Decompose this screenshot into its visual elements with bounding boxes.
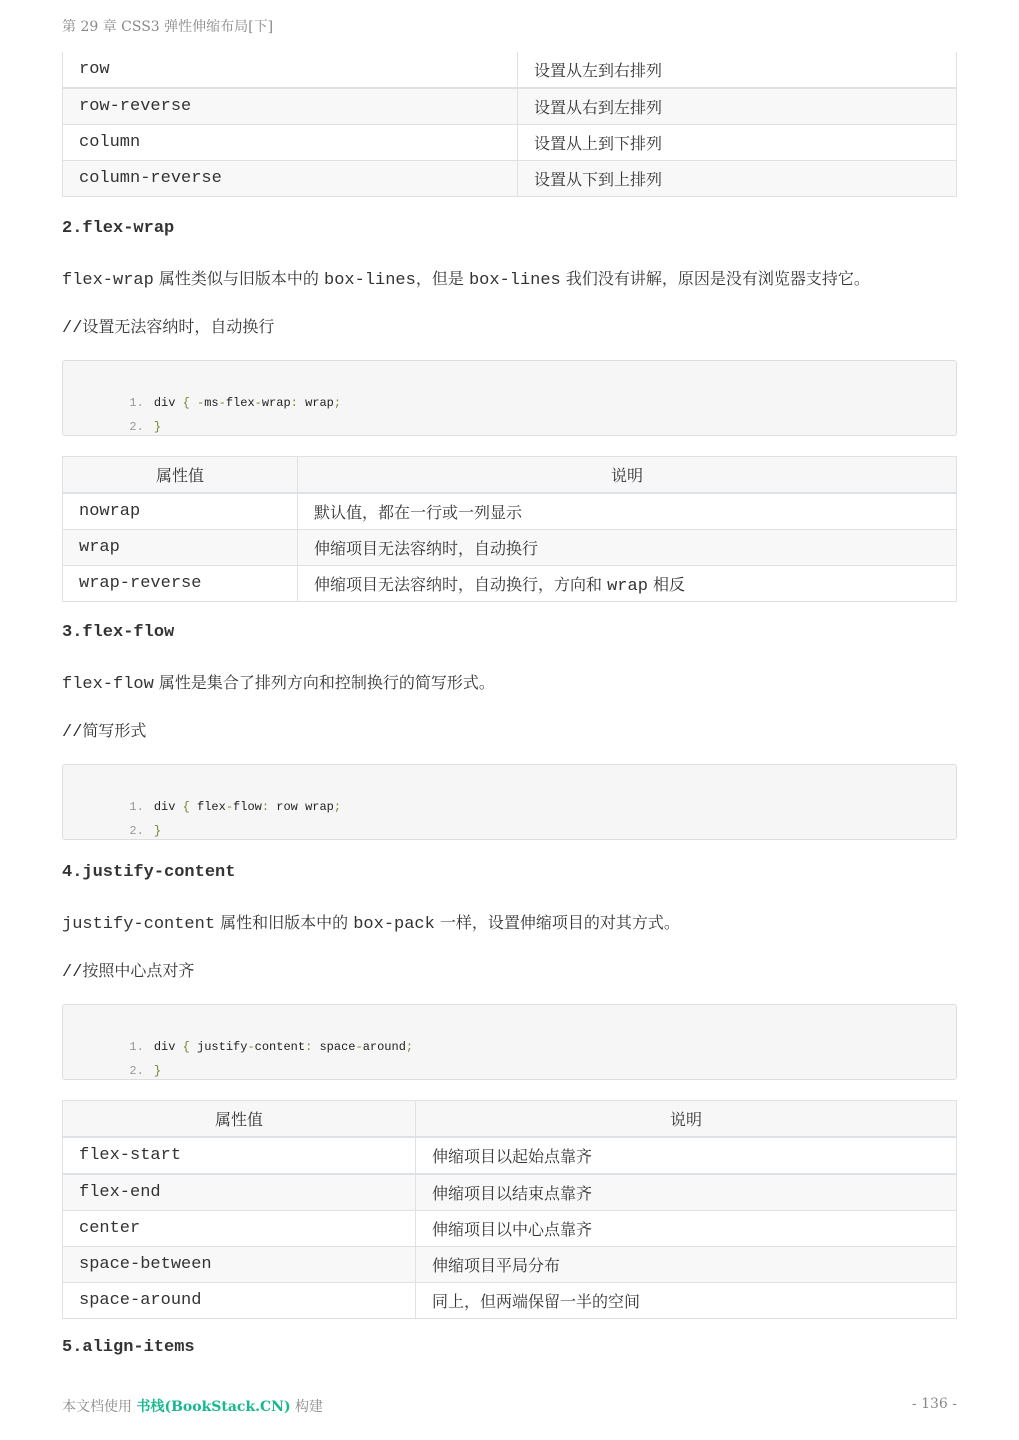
paragraph-text: 一样，设置伸缩项目的对其方式。 xyxy=(434,913,680,932)
code-line xyxy=(63,1017,414,1054)
code-token: ms xyxy=(204,396,219,410)
table-cell-value: column-reverse xyxy=(63,161,518,197)
code-token: row wrap xyxy=(276,800,334,814)
table-cell-value: nowrap xyxy=(63,493,298,530)
code-token: flex xyxy=(197,800,226,814)
table-cell-value: flex-start xyxy=(63,1137,416,1174)
code-line xyxy=(63,801,162,838)
comment-text: 设置无法容纳时，自动换行 xyxy=(82,317,275,336)
code-token: : xyxy=(305,1040,320,1054)
table-cell-desc: 伸缩项目无法容纳时，自动换行 xyxy=(298,530,957,566)
code-token: - xyxy=(218,396,226,410)
cell-text: 伸缩项目无法容纳时，自动换行，方向和 xyxy=(314,574,608,594)
inline-code: justify-content xyxy=(62,915,216,934)
comment-prefix: // xyxy=(62,963,83,982)
code-token: ; xyxy=(333,800,342,814)
inline-code: flex-wrap xyxy=(62,271,154,290)
code-token: - xyxy=(355,1040,363,1054)
inline-code: box-lines xyxy=(468,271,561,290)
code-token: { xyxy=(175,800,198,814)
table-cell-value: space-between xyxy=(63,1247,416,1283)
comment-prefix: // xyxy=(62,319,83,338)
line-number: 2. xyxy=(129,420,144,434)
code-token: } xyxy=(153,420,162,434)
code-line xyxy=(63,373,342,410)
footer-brand-link[interactable]: 书栈(BookStack.CN) xyxy=(136,1399,291,1415)
table-cell-desc: 伸缩项目平局分布 xyxy=(416,1247,957,1283)
line-number: 1. xyxy=(129,1040,144,1054)
code-token: flow xyxy=(233,800,262,814)
code-token: content xyxy=(254,1040,306,1054)
table-header: 属性值 xyxy=(63,1101,416,1138)
code-token: - xyxy=(247,1040,255,1054)
code-token: space xyxy=(319,1040,356,1054)
table-cell-desc xyxy=(298,566,957,602)
code-line xyxy=(63,397,162,434)
table-cell-desc: 伸缩项目以结束点靠齐 xyxy=(416,1174,957,1211)
code-token: { xyxy=(175,396,198,410)
flex-wrap-table xyxy=(62,456,957,602)
code-token: wrap xyxy=(261,396,291,410)
paragraph-flex-flow xyxy=(62,670,495,694)
paragraph-justify-content xyxy=(62,910,680,934)
paragraph-text: ，但是 xyxy=(415,269,469,288)
code-token: } xyxy=(153,824,162,838)
comment-line xyxy=(62,958,194,982)
code-line xyxy=(63,777,342,814)
table-row xyxy=(63,1174,957,1211)
comment-line xyxy=(62,314,274,338)
table-header-row xyxy=(63,1101,957,1138)
code-line xyxy=(63,1041,162,1078)
table-cell-value: wrap-reverse xyxy=(63,566,298,602)
table-row xyxy=(63,161,957,197)
table-row xyxy=(63,1283,957,1319)
section-title-align-items: 5.align-items xyxy=(62,1338,195,1357)
table-cell-desc: 设置从下到上排列 xyxy=(518,161,957,197)
code-token: around xyxy=(362,1040,406,1054)
table-row xyxy=(63,88,957,125)
paragraph-text: 我们没有讲解，原因是没有浏览器支持它。 xyxy=(560,269,870,288)
line-number: 2. xyxy=(129,1064,144,1078)
line-number: 2. xyxy=(129,824,144,838)
table-cell-value: center xyxy=(63,1211,416,1247)
comment-line xyxy=(62,718,146,742)
table-header-row xyxy=(63,457,957,494)
inline-code: box-pack xyxy=(353,915,435,934)
code-token: div xyxy=(153,800,176,814)
paragraph-text: 属性是集合了排列方向和控制换行的简写形式。 xyxy=(153,673,495,692)
code-token: div xyxy=(153,396,176,410)
table-row xyxy=(63,566,957,602)
table-cell-desc: 默认值，都在一行或一列显示 xyxy=(298,493,957,530)
footer-text: 本文档使用 xyxy=(62,1399,137,1415)
footer-text: 构建 xyxy=(290,1399,324,1415)
section-title-justify-content: 4.justify-content xyxy=(62,863,236,882)
code-token: ; xyxy=(333,396,342,410)
code-block-justify-content xyxy=(62,1004,957,1080)
table-cell-value: row-reverse xyxy=(63,88,518,125)
code-token: div xyxy=(153,1040,176,1054)
inline-code: wrap xyxy=(607,576,648,596)
line-number: 1. xyxy=(129,396,144,410)
flex-direction-table xyxy=(62,52,957,197)
table-cell-desc: 设置从左到右排列 xyxy=(518,52,957,88)
table-cell-desc: 伸缩项目以起始点靠齐 xyxy=(416,1137,957,1174)
table-cell-value: space-around xyxy=(63,1283,416,1319)
paragraph-text: 属性类似与旧版本中的 xyxy=(153,269,325,288)
section-title-flex-flow: 3.flex-flow xyxy=(62,623,175,642)
table-cell-desc: 伸缩项目以中心点靠齐 xyxy=(416,1211,957,1247)
table-cell-desc: 设置从右到左排列 xyxy=(518,88,957,125)
table-cell-value: flex-end xyxy=(63,1174,416,1211)
paragraph-text: 属性和旧版本中的 xyxy=(215,913,354,932)
cell-text: 相反 xyxy=(647,574,685,594)
inline-code: flex-flow xyxy=(62,675,154,694)
section-title-flex-wrap: 2.flex-wrap xyxy=(62,219,175,238)
comment-text: 简写形式 xyxy=(82,721,147,740)
code-token: - xyxy=(225,800,234,814)
table-row xyxy=(63,52,957,88)
table-row xyxy=(63,1247,957,1283)
table-cell-value: row xyxy=(63,52,518,88)
table-cell-value: column xyxy=(63,125,518,161)
code-token: justify xyxy=(197,1040,248,1054)
code-token: : xyxy=(261,800,277,814)
table-cell-desc: 同上，但两端保留一半的空间 xyxy=(416,1283,957,1319)
justify-content-table xyxy=(62,1100,957,1319)
chapter-header: 第 29 章 CSS3 弹性伸缩布局[下] xyxy=(62,19,274,35)
footer-credit xyxy=(62,1396,323,1416)
table-row xyxy=(63,493,957,530)
table-row xyxy=(63,1137,957,1174)
code-token: wrap xyxy=(305,396,334,410)
comment-prefix: // xyxy=(62,723,83,742)
comment-text: 按照中心点对齐 xyxy=(82,961,195,980)
code-token: - xyxy=(197,396,205,410)
code-block-flex-flow xyxy=(62,764,957,840)
table-cell-desc: 设置从上到下排列 xyxy=(518,125,957,161)
code-token: : xyxy=(290,396,306,410)
table-header: 说明 xyxy=(416,1101,957,1138)
code-token: { xyxy=(175,1040,198,1054)
inline-code: box-lines xyxy=(324,271,416,290)
paragraph-flex-wrap xyxy=(62,266,870,290)
code-token: flex xyxy=(225,396,255,410)
table-row xyxy=(63,1211,957,1247)
table-row xyxy=(63,530,957,566)
code-token: - xyxy=(254,396,262,410)
table-cell-value: wrap xyxy=(63,530,298,566)
code-token: ; xyxy=(405,1040,414,1054)
code-block-flex-wrap xyxy=(62,360,957,436)
table-header: 说明 xyxy=(298,457,957,494)
line-number: 1. xyxy=(129,800,144,814)
page-number: - 136 - xyxy=(911,1396,957,1412)
table-header: 属性值 xyxy=(63,457,298,494)
table-row xyxy=(63,125,957,161)
code-token: } xyxy=(153,1064,162,1078)
